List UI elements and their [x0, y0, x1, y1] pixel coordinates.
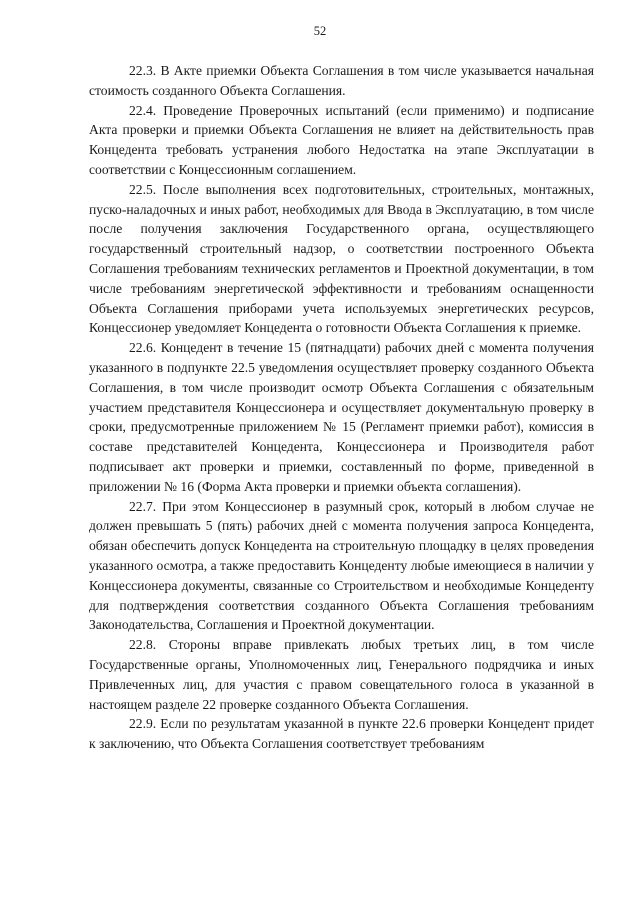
page-number: 52	[313, 24, 327, 38]
paragraph-22-7: 22.7. При этом Концессионер в разумный срок, который в любом случае не должен превышать 5 (пять) рабочих дней с момента получения запроса Концедента, обязан обеспечить допуск Концедента на строительную площадку в целях проведения указанного осмотра, а также предоставить Концеденту любые имеющиеся в наличии у Концессионера документы, связанные со Строительством и необходимые Концеденту для подтверждения соответствия созданного Объекта Соглашения требованиям Законодательства, Соглашения и Проектной документации.	[89, 498, 594, 633]
paragraph-22-4: 22.4. Проведение Проверочных испытаний (если применимо) и подписание Акта проверки и приемки Объекта Соглашения не влияет на действительность прав Концедента требовать устранения любого Недостатка на этапе Эксплуатации в соответствии с Концессионным соглашением.	[89, 102, 594, 177]
document-body	[89, 61, 594, 754]
paragraph-22-6: 22.6. Концедент в течение 15 (пятнадцати) рабочих дней с момента получения указанного в подпункте 22.5 уведомления осуществляет проверку созданного Объекта Соглашения, в том числе производит осмотр Объекта Соглашения с обязательным участием представителя Концессионера и осуществляет документальную проверку в сроки, предусмотренные приложением № 15 (Регламент приемки работ), комиссия в составе представителей Концедента, Концессионера и Производителя работ подписывает акт проверки и приемки, составленный по форме, приведенной в приложении № 16 (Форма Акта проверки и приемки объекта соглашения).	[89, 340, 594, 494]
paragraph-22-9: 22.9. Если по результатам указанной в пункте 22.6 проверки Концедент придет к заключению, что Объекта Соглашения соответствует требованиям	[89, 716, 594, 752]
paragraph-22-5: 22.5. После выполнения всех подготовительных, строительных, монтажных, пуско-наладочных и иных работ, необходимых для Ввода в Эксплуатацию, в том числе после получения заключения Государственного органа, осуществляющего государственный строительный надзор, о соответствии построенного Объекта Соглашения требованиям технических регламентов и Проектной документации, в том числе требованиям энергетической эффективности и требованиям оснащенности Объекта Соглашения приборами учета используемых энергетических ресурсов, Концессионер уведомляет Концедента о готовности Объекта Соглашения к приемке.	[89, 181, 594, 336]
paragraph-22-3: 22.3. В Акте приемки Объекта Соглашения в том числе указывается начальная стоимость созданного Объекта Соглашения.	[89, 63, 594, 98]
paragraph-22-8: 22.8. Стороны вправе привлекать любых третьих лиц, в том числе Государственные органы, Уполномоченных лиц, Генерального подрядчика и иных Привлеченных лиц, для участия с правом совещательного голоса в указанной в настоящем разделе 22 проверке созданного Объекта Соглашения.	[89, 637, 594, 712]
